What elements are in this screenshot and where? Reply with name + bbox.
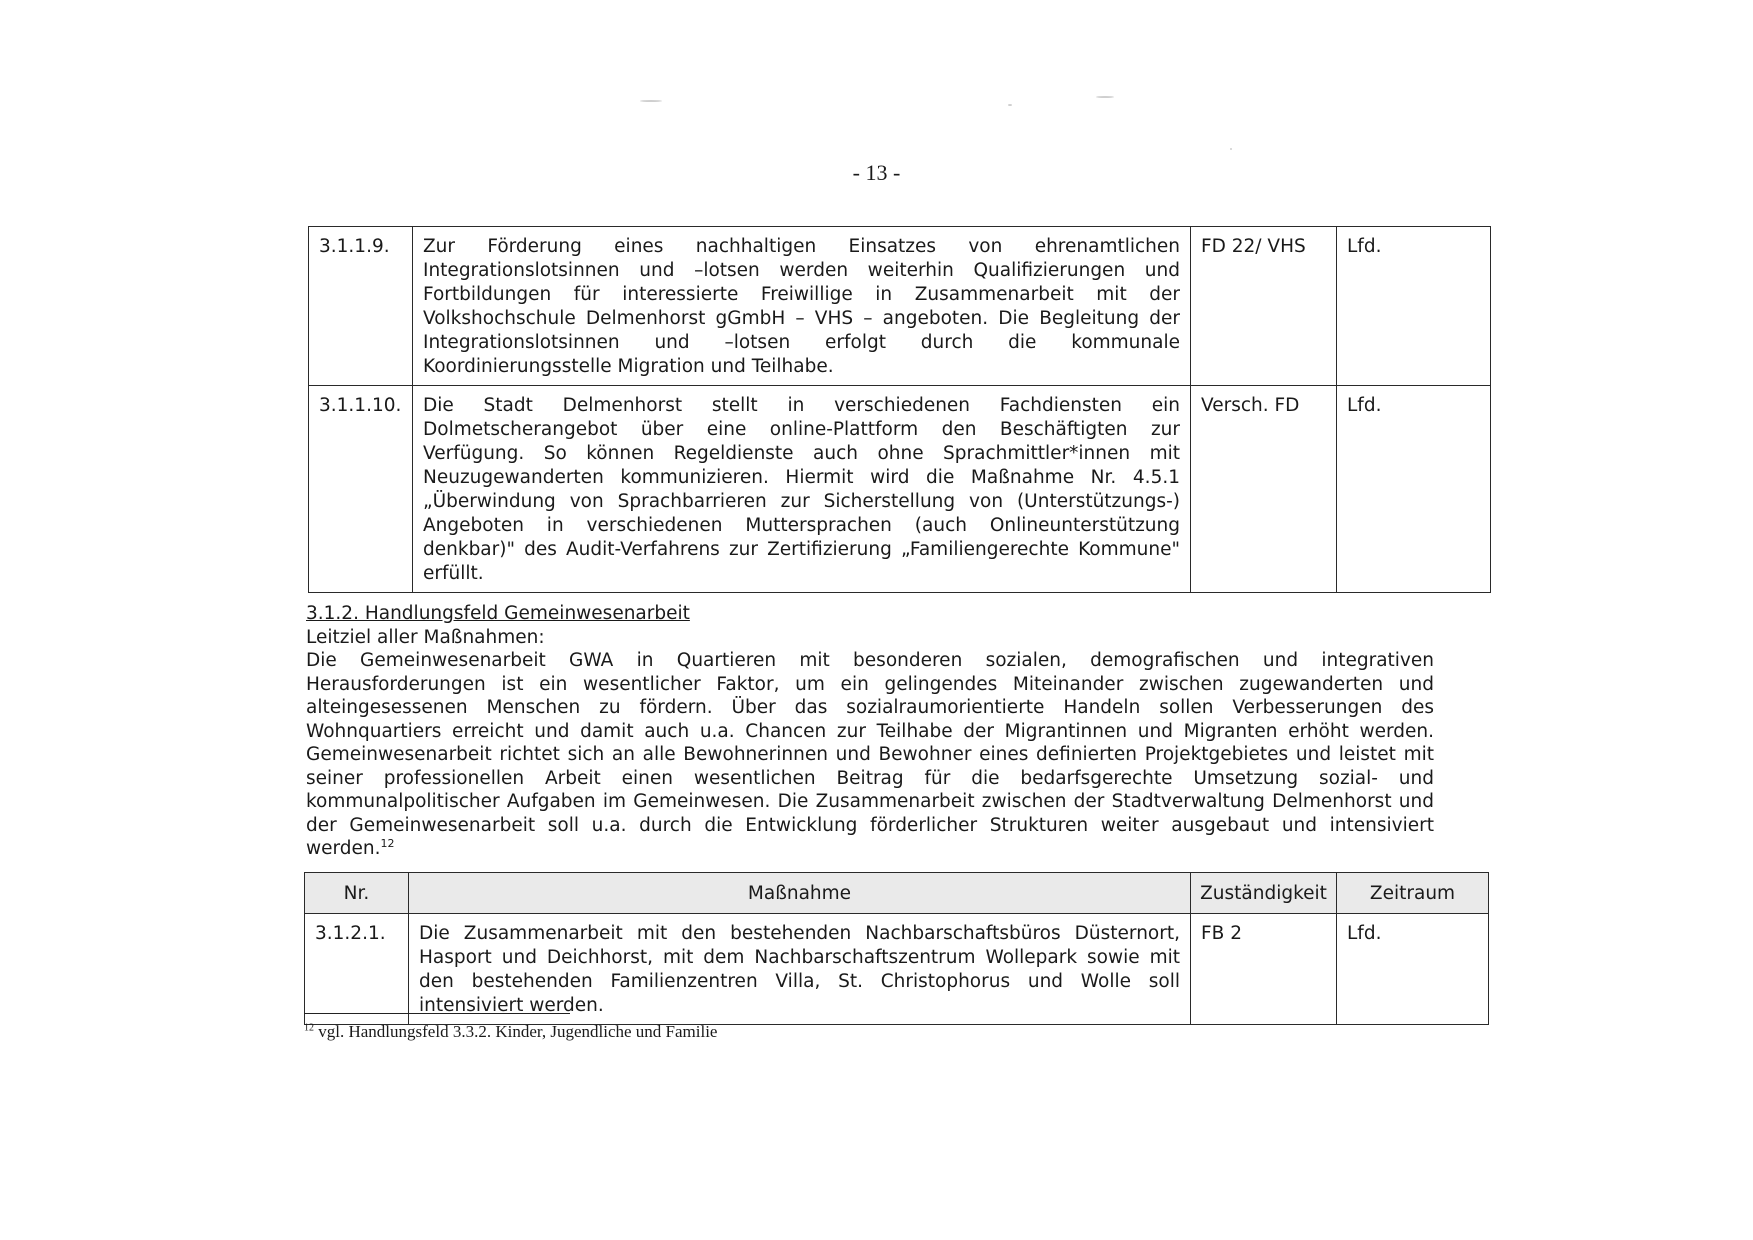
scan-speck bbox=[640, 100, 662, 102]
row-number: 3.1.2.1. bbox=[305, 914, 409, 1025]
row-period: Lfd. bbox=[1337, 227, 1491, 386]
row-period: Lfd. bbox=[1337, 386, 1491, 593]
header-zeitraum: Zeitraum bbox=[1337, 873, 1489, 914]
measures-table-continued bbox=[308, 226, 1491, 593]
table-row bbox=[309, 227, 1491, 386]
footnote bbox=[304, 1022, 717, 1042]
row-measure: Die Zusammenarbeit mit den bestehenden Nachbarschaftsbüros Düsternort, Hasport und Deichhorst, mit dem Nachbarschaftszentrum Wollepark sowie mit den bestehenden Familienzentren Villa, St. Christophorus und Wolle soll intensiviert werden. bbox=[409, 914, 1191, 1025]
footnote-number: 12 bbox=[304, 1022, 314, 1034]
paragraph-text: Die Gemeinwesenarbeit GWA in Quartieren mit besonderen sozialen, demografischen und integrativen Herausforderungen ist ein wesentlicher Faktor, um ein gelingendes Miteinander zwischen zugewanderten und alteingesessenen Menschen zu fördern. Über das sozialraumorientierte Handeln sollen Verbesserungen des Wohnquartiers erreicht und damit auch u.a. Chancen zur Teilhabe der Migrantinnen und Migranten erhöht werden. Gemeinwesenarbeit richtet sich an alle Bewohnerinnen und Bewohner eines definierten Projektgebietes und leistet mit seiner professionellen Arbeit einen wesentlichen Beitrag für die bedarfsgerechte Umsetzung sozial- und kommunalpolitischer Aufgaben im Gemeinwesen. Die Zusammenarbeit zwischen der Stadtverwaltung Delmenhorst und der Gemeinwesenarbeit soll u.a. durch die Entwicklung förderlicher Strukturen weiter ausgebaut und intensiviert werden. bbox=[306, 650, 1434, 859]
table-row bbox=[305, 914, 1489, 1025]
section-heading: 3.1.2. Handlungsfeld Gemeinwesenarbeit bbox=[306, 603, 690, 624]
row-number: 3.1.1.10. bbox=[309, 386, 413, 593]
row-measure: Zur Förderung eines nachhaltigen Einsatzes von ehrenamtlichen Integrationslotsinnen und –lotsen werden weiterhin Qualifizierungen und Fortbildungen für interessierte Freiwillige in Zusammenarbeit mit der Volkshochschule Delmenhorst gGmbH – VHS – angeboten. Die Begleitung der Integrationslotsinnen und –lotsen erfolgt durch die kommunale Koordinierungsstelle Migration und Teilhabe. bbox=[413, 227, 1191, 386]
footnote-divider bbox=[304, 1013, 570, 1014]
measures-table bbox=[304, 872, 1489, 1025]
row-measure: Die Stadt Delmenhorst stellt in verschiedenen Fachdiensten ein Dolmetscherangebot über eine online-Plattform den Beschäftigten zur Verfügung. So können Regeldienste auch ohne Sprachmittler*innen mit Neuzugewanderten kommunizieren. Hiermit wird die Maßnahme Nr. 4.5.1 „Überwindung von Sprachbarrieren zur Sicherstellung von (Unterstützungs-) Angeboten in verschiedenen Muttersprachen (auch Onlineunterstützung denkbar)" des Audit-Verfahrens zur Zertifizierung „Familiengerechte Kommune" erfüllt. bbox=[413, 386, 1191, 593]
section-gemeinwesenarbeit bbox=[306, 602, 1434, 861]
table-header-row bbox=[305, 873, 1489, 914]
section-subheading: Leitziel aller Maßnahmen: bbox=[306, 626, 545, 648]
row-responsibility: FD 22/ VHS bbox=[1191, 227, 1337, 386]
scan-speck bbox=[1096, 96, 1114, 98]
table-row bbox=[309, 386, 1491, 593]
header-massnahme: Maßnahme bbox=[409, 873, 1191, 914]
row-period: Lfd. bbox=[1337, 914, 1489, 1025]
row-responsibility: FB 2 bbox=[1191, 914, 1337, 1025]
footnote-reference: 12 bbox=[380, 836, 395, 850]
scan-speck bbox=[1008, 104, 1012, 106]
footnote-text: vgl. Handlungsfeld 3.3.2. Kinder, Jugendliche und Familie bbox=[314, 1022, 718, 1041]
scan-speck bbox=[1230, 148, 1232, 150]
row-responsibility: Versch. FD bbox=[1191, 386, 1337, 593]
section-paragraph bbox=[306, 649, 1434, 861]
header-nr: Nr. bbox=[305, 873, 409, 914]
header-zustaendigkeit: Zuständigkeit bbox=[1191, 873, 1337, 914]
row-number: 3.1.1.9. bbox=[309, 227, 413, 386]
page-number: - 13 - bbox=[852, 160, 901, 185]
